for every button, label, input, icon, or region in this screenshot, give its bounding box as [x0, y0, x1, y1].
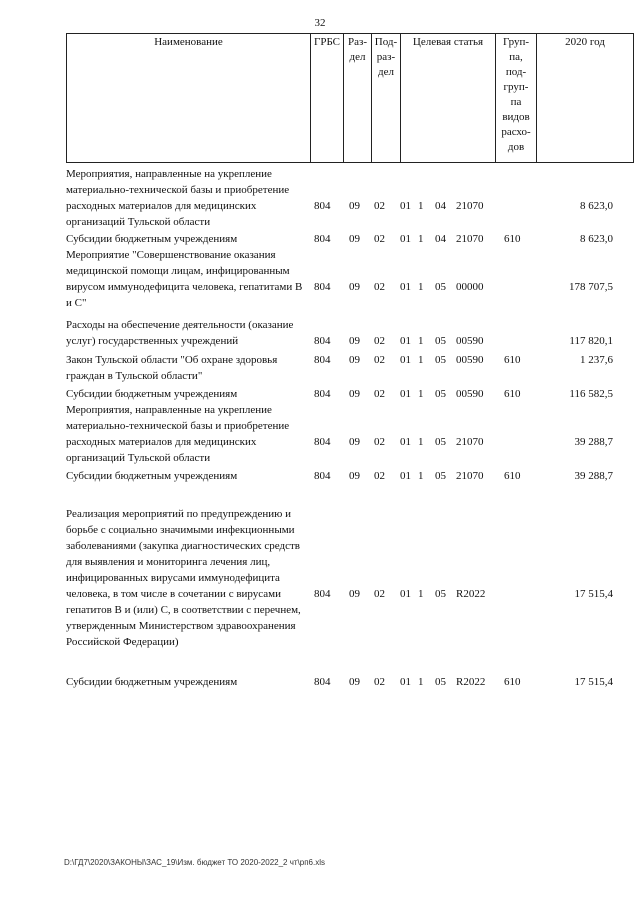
- row-value: 39 288,7: [574, 436, 613, 448]
- row-podrazdel: 02: [374, 281, 385, 293]
- row-target-direction: 21070: [456, 200, 484, 212]
- row-target-program: 01: [400, 335, 411, 347]
- row-grbs: 804: [314, 676, 331, 688]
- row-podrazdel: 02: [374, 354, 385, 366]
- row-target-subprogram: 1: [418, 388, 424, 400]
- row-grbs: 804: [314, 335, 331, 347]
- row-value: 117 820,1: [569, 335, 613, 347]
- row-razdel: 09: [349, 588, 360, 600]
- row-target-direction: R2022: [456, 676, 486, 688]
- row-value: 1 237,6: [580, 354, 613, 366]
- row-target-event: 05: [435, 470, 446, 482]
- row-grbs: 804: [314, 281, 331, 293]
- row-target-program: 01: [400, 354, 411, 366]
- row-target-event: 04: [435, 200, 446, 212]
- row-razdel: 09: [349, 200, 360, 212]
- row-name: Мероприятие "Совершенствование оказания медицинской помощи лицам, инфицированным вирусом иммунодефицита человека, гепатитами В и С": [66, 249, 303, 309]
- row-razdel: 09: [349, 436, 360, 448]
- row-name: Расходы на обеспечение деятельности (оказание услуг) государственных учреждений: [66, 319, 294, 347]
- row-target-program: 01: [400, 676, 411, 688]
- row-target-subprogram: 1: [418, 436, 424, 448]
- row-target-direction: 00590: [456, 335, 484, 347]
- row-grbs: 804: [314, 388, 331, 400]
- row-target-event: 05: [435, 388, 446, 400]
- row-name: Субсидии бюджетным учреждениям: [66, 388, 238, 400]
- row-podrazdel: 02: [374, 470, 385, 482]
- table-row: [0, 166, 640, 230]
- row-target-event: 05: [435, 588, 446, 600]
- row-grbs: 804: [314, 436, 331, 448]
- table-row: [0, 674, 640, 690]
- row-name: Мероприятия, направленные на укрепление материально-технической базы и приобретение расходных материалов для медицинских организаций Тульской области: [66, 168, 290, 228]
- table-row: [0, 317, 640, 349]
- row-razdel: 09: [349, 676, 360, 688]
- row-target-program: 01: [400, 281, 411, 293]
- row-target-program: 01: [400, 233, 411, 245]
- row-target-direction: 21070: [456, 470, 484, 482]
- row-podrazdel: 02: [374, 233, 385, 245]
- table-row: [0, 402, 640, 466]
- footer-file-path: D:\ГД7\2020\ЗАКОНЫ\ЗАС_19\Изм. бюджет ТО 2020-2022_2 чт\рп6.xls: [64, 858, 326, 867]
- table-row: [0, 231, 640, 247]
- table-row: [0, 352, 640, 384]
- row-target-direction: R2022: [456, 588, 486, 600]
- row-podrazdel: 02: [374, 388, 385, 400]
- row-target-program: 01: [400, 436, 411, 448]
- row-razdel: 09: [349, 388, 360, 400]
- row-value: 17 515,4: [574, 588, 613, 600]
- row-target-program: 01: [400, 200, 411, 212]
- row-target-event: 05: [435, 436, 446, 448]
- row-podrazdel: 02: [374, 335, 385, 347]
- row-razdel: 09: [349, 335, 360, 347]
- row-podrazdel: 02: [374, 436, 385, 448]
- header-grbs: ГРБС: [311, 34, 344, 163]
- row-name: Субсидии бюджетным учреждениям: [66, 470, 238, 482]
- row-grbs: 804: [314, 200, 331, 212]
- row-value: 116 582,5: [569, 388, 613, 400]
- row-target-event: 05: [435, 335, 446, 347]
- row-razdel: 09: [349, 470, 360, 482]
- table-row: [0, 468, 640, 484]
- row-podrazdel: 02: [374, 200, 385, 212]
- row-target-direction: 21070: [456, 233, 484, 245]
- row-gruppa: 610: [504, 470, 521, 482]
- row-target-subprogram: 1: [418, 354, 424, 366]
- row-target-program: 01: [400, 588, 411, 600]
- header-gruppa: Груп- па, под- груп- па видов расхо- дов: [496, 34, 537, 163]
- row-target-subprogram: 1: [418, 200, 424, 212]
- row-gruppa: 610: [504, 233, 521, 245]
- row-target-subprogram: 1: [418, 233, 424, 245]
- row-target-direction: 21070: [456, 436, 484, 448]
- row-target-event: 05: [435, 676, 446, 688]
- header-podrazdel: Под- раз- дел: [372, 34, 401, 163]
- row-name: Реализация мероприятий по предупреждению и борьбе с социально значимыми инфекционными заболеваниями (закупка диагностических средств для выявления и мониторинга лечения лиц, инфицированных вирусами иммунодефицита человека, в том числе в сочетании с вирусами гепатитов В и (или) С, в соответствии с перечнем, утвержденным Министерством здравоохранения Российской Федерации): [66, 508, 301, 648]
- row-razdel: 09: [349, 281, 360, 293]
- page-number: 32: [314, 17, 326, 29]
- row-razdel: 09: [349, 233, 360, 245]
- header-razdel: Раз- дел: [344, 34, 372, 163]
- table-row: [0, 247, 640, 311]
- row-target-subprogram: 1: [418, 588, 424, 600]
- row-target-subprogram: 1: [418, 335, 424, 347]
- header-tselevaya-statya: Целевая статья: [401, 34, 496, 163]
- row-target-subprogram: 1: [418, 676, 424, 688]
- row-name: Субсидии бюджетным учреждениям: [66, 233, 238, 245]
- row-gruppa: 610: [504, 354, 521, 366]
- row-target-program: 01: [400, 388, 411, 400]
- row-name: Субсидии бюджетным учреждениям: [66, 676, 238, 688]
- table-header: [66, 33, 634, 163]
- row-value: 17 515,4: [574, 676, 613, 688]
- row-target-event: 05: [435, 281, 446, 293]
- row-gruppa: 610: [504, 676, 521, 688]
- row-name: Мероприятия, направленные на укрепление материально-технической базы и приобретение расходных материалов для медицинских организаций Тульской области: [66, 404, 290, 464]
- header-year: 2020 год: [537, 34, 634, 163]
- row-value: 39 288,7: [574, 470, 613, 482]
- table-row: [0, 386, 640, 402]
- row-target-direction: 00590: [456, 354, 484, 366]
- row-target-direction: 00590: [456, 388, 484, 400]
- row-grbs: 804: [314, 470, 331, 482]
- row-target-direction: 00000: [456, 281, 484, 293]
- row-podrazdel: 02: [374, 676, 385, 688]
- row-target-event: 04: [435, 233, 446, 245]
- row-podrazdel: 02: [374, 588, 385, 600]
- header-name: Наименование: [67, 34, 311, 163]
- row-grbs: 804: [314, 233, 331, 245]
- row-value: 178 707,5: [569, 281, 613, 293]
- row-target-event: 05: [435, 354, 446, 366]
- row-grbs: 804: [314, 354, 331, 366]
- row-name: Закон Тульской области "Об охране здоровья граждан в Тульской области": [66, 354, 278, 382]
- table-body: [0, 166, 640, 690]
- row-value: 8 623,0: [580, 200, 613, 212]
- row-target-program: 01: [400, 470, 411, 482]
- row-gruppa: 610: [504, 388, 521, 400]
- row-target-subprogram: 1: [418, 470, 424, 482]
- row-target-subprogram: 1: [418, 281, 424, 293]
- row-razdel: 09: [349, 354, 360, 366]
- table-row: [0, 506, 640, 650]
- row-value: 8 623,0: [580, 233, 613, 245]
- row-grbs: 804: [314, 588, 331, 600]
